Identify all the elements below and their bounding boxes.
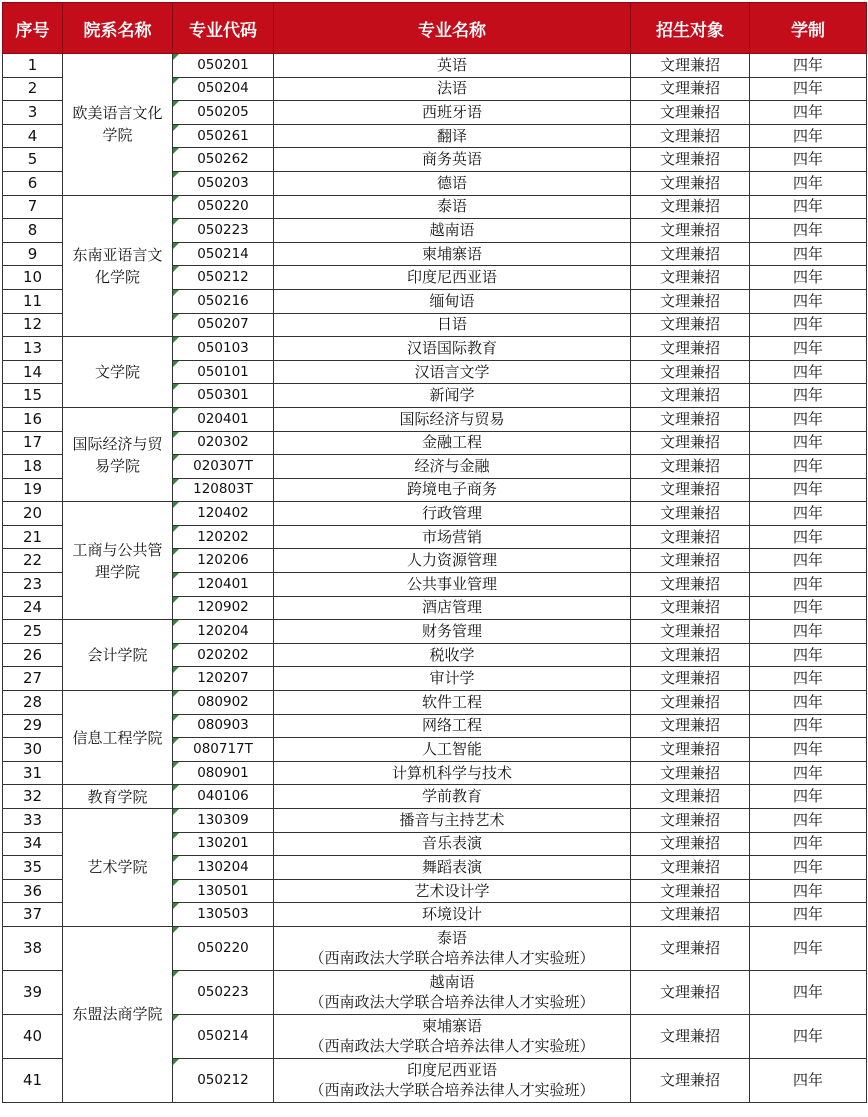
major-name: 印度尼西亚语 bbox=[274, 266, 631, 290]
major-code: 050216 bbox=[173, 289, 274, 313]
row-number: 6 bbox=[3, 171, 63, 195]
major-code: 120207 bbox=[173, 667, 274, 691]
major-name: 英语 bbox=[274, 54, 631, 78]
enrollment-target: 文理兼招 bbox=[631, 856, 750, 880]
table-row bbox=[3, 620, 867, 644]
enrollment-target: 文理兼招 bbox=[631, 809, 750, 833]
enrollment-target: 文理兼招 bbox=[631, 1058, 750, 1102]
major-name: 国际经济与贸易 bbox=[274, 407, 631, 431]
major-name: 酒店管理 bbox=[274, 596, 631, 620]
major-code: 120803T bbox=[173, 478, 274, 502]
major-code: 050103 bbox=[173, 337, 274, 361]
major-name: 日语 bbox=[274, 313, 631, 337]
major-name: 学前教育 bbox=[274, 785, 631, 809]
row-number: 14 bbox=[3, 360, 63, 384]
table-row bbox=[3, 691, 867, 715]
enrollment-target: 文理兼招 bbox=[631, 266, 750, 290]
majors-table bbox=[2, 2, 867, 1103]
study-years: 四年 bbox=[750, 970, 867, 1014]
major-name: 软件工程 bbox=[274, 691, 631, 715]
row-number: 26 bbox=[3, 643, 63, 667]
enrollment-target: 文理兼招 bbox=[631, 879, 750, 903]
study-years: 四年 bbox=[750, 360, 867, 384]
enrollment-target: 文理兼招 bbox=[631, 926, 750, 970]
row-number: 20 bbox=[3, 502, 63, 526]
enrollment-target: 文理兼招 bbox=[631, 502, 750, 526]
enrollment-target: 文理兼招 bbox=[631, 431, 750, 455]
enrollment-target: 文理兼招 bbox=[631, 573, 750, 597]
study-years: 四年 bbox=[750, 856, 867, 880]
table-row bbox=[3, 502, 867, 526]
major-name: 德语 bbox=[274, 171, 631, 195]
major-code: 050223 bbox=[173, 219, 274, 243]
major-name: 汉语国际教育 bbox=[274, 337, 631, 361]
major-code: 050214 bbox=[173, 1014, 274, 1058]
major-name: 环境设计 bbox=[274, 903, 631, 927]
major-name: 汉语言文学 bbox=[274, 360, 631, 384]
study-years: 四年 bbox=[750, 926, 867, 970]
study-years: 四年 bbox=[750, 337, 867, 361]
study-years: 四年 bbox=[750, 596, 867, 620]
row-number: 24 bbox=[3, 596, 63, 620]
study-years: 四年 bbox=[750, 1058, 867, 1102]
major-name: 缅甸语 bbox=[274, 289, 631, 313]
enrollment-target: 文理兼招 bbox=[631, 124, 750, 148]
study-years: 四年 bbox=[750, 525, 867, 549]
row-number: 31 bbox=[3, 761, 63, 785]
major-name: 越南语 bbox=[274, 219, 631, 243]
major-name-text: 越南语 bbox=[429, 973, 475, 992]
row-number: 18 bbox=[3, 455, 63, 479]
major-name: 商务英语 bbox=[274, 148, 631, 172]
major-name: 跨境电子商务 bbox=[274, 478, 631, 502]
row-number: 19 bbox=[3, 478, 63, 502]
enrollment-target: 文理兼招 bbox=[631, 525, 750, 549]
major-name-text: 柬埔寨语 bbox=[421, 1017, 482, 1036]
study-years: 四年 bbox=[750, 1014, 867, 1058]
row-number: 30 bbox=[3, 738, 63, 762]
major-name: 舞蹈表演 bbox=[274, 856, 631, 880]
row-number: 29 bbox=[3, 714, 63, 738]
header-major: 专业名称 bbox=[274, 3, 631, 54]
major-code: 050201 bbox=[173, 54, 274, 78]
enrollment-target: 文理兼招 bbox=[631, 549, 750, 573]
enrollment-target: 文理兼招 bbox=[631, 738, 750, 762]
table-row bbox=[3, 785, 867, 809]
major-code: 050207 bbox=[173, 313, 274, 337]
enrollment-target: 文理兼招 bbox=[631, 1014, 750, 1058]
major-code: 130309 bbox=[173, 809, 274, 833]
enrollment-target: 文理兼招 bbox=[631, 667, 750, 691]
study-years: 四年 bbox=[750, 266, 867, 290]
major-note: （西南政法大学联合培养法律人才实验班） bbox=[309, 1037, 595, 1056]
study-years: 四年 bbox=[750, 738, 867, 762]
major-name: 泰语 bbox=[274, 195, 631, 219]
row-number: 7 bbox=[3, 195, 63, 219]
study-years: 四年 bbox=[750, 809, 867, 833]
major-code: 050214 bbox=[173, 242, 274, 266]
study-years: 四年 bbox=[750, 289, 867, 313]
row-number: 5 bbox=[3, 148, 63, 172]
row-number: 27 bbox=[3, 667, 63, 691]
table-body bbox=[3, 54, 867, 1103]
department-name: 会计学院 bbox=[63, 620, 173, 691]
row-number: 17 bbox=[3, 431, 63, 455]
major-name: 西班牙语 bbox=[274, 101, 631, 125]
major-code: 120402 bbox=[173, 502, 274, 526]
row-number: 8 bbox=[3, 219, 63, 243]
major-name bbox=[274, 926, 631, 970]
major-code: 080717T bbox=[173, 738, 274, 762]
major-name bbox=[274, 1058, 631, 1102]
row-number: 12 bbox=[3, 313, 63, 337]
enrollment-target: 文理兼招 bbox=[631, 242, 750, 266]
major-name: 行政管理 bbox=[274, 502, 631, 526]
study-years: 四年 bbox=[750, 903, 867, 927]
major-code: 020302 bbox=[173, 431, 274, 455]
enrollment-target: 文理兼招 bbox=[631, 54, 750, 78]
study-years: 四年 bbox=[750, 785, 867, 809]
major-name: 柬埔寨语 bbox=[274, 242, 631, 266]
enrollment-target: 文理兼招 bbox=[631, 620, 750, 644]
major-name: 人工智能 bbox=[274, 738, 631, 762]
enrollment-target: 文理兼招 bbox=[631, 148, 750, 172]
enrollment-target: 文理兼招 bbox=[631, 407, 750, 431]
major-code: 080902 bbox=[173, 691, 274, 715]
study-years: 四年 bbox=[750, 384, 867, 408]
row-number: 21 bbox=[3, 525, 63, 549]
row-number: 38 bbox=[3, 926, 63, 970]
major-name: 法语 bbox=[274, 77, 631, 101]
study-years: 四年 bbox=[750, 620, 867, 644]
major-name bbox=[274, 1014, 631, 1058]
major-code: 020401 bbox=[173, 407, 274, 431]
table-row bbox=[3, 809, 867, 833]
major-name: 公共事业管理 bbox=[274, 573, 631, 597]
enrollment-target: 文理兼招 bbox=[631, 360, 750, 384]
row-number: 37 bbox=[3, 903, 63, 927]
study-years: 四年 bbox=[750, 219, 867, 243]
major-code: 120206 bbox=[173, 549, 274, 573]
study-years: 四年 bbox=[750, 832, 867, 856]
enrollment-target: 文理兼招 bbox=[631, 643, 750, 667]
major-note: （西南政法大学联合培养法律人才实验班） bbox=[309, 949, 595, 968]
study-years: 四年 bbox=[750, 455, 867, 479]
major-code: 130201 bbox=[173, 832, 274, 856]
major-name: 新闻学 bbox=[274, 384, 631, 408]
major-code: 050212 bbox=[173, 266, 274, 290]
major-code: 120204 bbox=[173, 620, 274, 644]
table-row bbox=[3, 54, 867, 78]
enrollment-target: 文理兼招 bbox=[631, 455, 750, 479]
major-name: 财务管理 bbox=[274, 620, 631, 644]
enrollment-target: 文理兼招 bbox=[631, 101, 750, 125]
study-years: 四年 bbox=[750, 124, 867, 148]
header-no: 序号 bbox=[3, 3, 63, 54]
major-code: 050101 bbox=[173, 360, 274, 384]
major-code: 050203 bbox=[173, 171, 274, 195]
study-years: 四年 bbox=[750, 407, 867, 431]
major-code: 050220 bbox=[173, 195, 274, 219]
major-name-text: 印度尼西亚语 bbox=[406, 1061, 497, 1080]
major-code: 050204 bbox=[173, 77, 274, 101]
table-row bbox=[3, 195, 867, 219]
major-code: 050262 bbox=[173, 148, 274, 172]
study-years: 四年 bbox=[750, 101, 867, 125]
major-code: 050205 bbox=[173, 101, 274, 125]
major-name: 计算机科学与技术 bbox=[274, 761, 631, 785]
row-number: 9 bbox=[3, 242, 63, 266]
major-code: 120401 bbox=[173, 573, 274, 597]
row-number: 25 bbox=[3, 620, 63, 644]
study-years: 四年 bbox=[750, 573, 867, 597]
enrollment-target: 文理兼招 bbox=[631, 171, 750, 195]
major-note: （西南政法大学联合培养法律人才实验班） bbox=[309, 993, 595, 1012]
row-number: 22 bbox=[3, 549, 63, 573]
major-name: 网络工程 bbox=[274, 714, 631, 738]
study-years: 四年 bbox=[750, 195, 867, 219]
row-number: 40 bbox=[3, 1014, 63, 1058]
major-code: 130204 bbox=[173, 856, 274, 880]
study-years: 四年 bbox=[750, 77, 867, 101]
major-code: 050223 bbox=[173, 970, 274, 1014]
enrollment-target: 文理兼招 bbox=[631, 289, 750, 313]
major-note: （西南政法大学联合培养法律人才实验班） bbox=[309, 1081, 595, 1100]
department-name: 信息工程学院 bbox=[63, 691, 173, 785]
major-name bbox=[274, 970, 631, 1014]
major-name: 税收学 bbox=[274, 643, 631, 667]
major-code: 080903 bbox=[173, 714, 274, 738]
row-number: 41 bbox=[3, 1058, 63, 1102]
major-name: 市场营销 bbox=[274, 525, 631, 549]
header-row bbox=[3, 3, 867, 54]
department-name: 工商与公共管理学院 bbox=[63, 502, 173, 620]
header-years: 学制 bbox=[750, 3, 867, 54]
department-name: 艺术学院 bbox=[63, 809, 173, 927]
study-years: 四年 bbox=[750, 242, 867, 266]
enrollment-target: 文理兼招 bbox=[631, 337, 750, 361]
row-number: 15 bbox=[3, 384, 63, 408]
header-target: 招生对象 bbox=[631, 3, 750, 54]
header-dept: 院系名称 bbox=[63, 3, 173, 54]
enrollment-target: 文理兼招 bbox=[631, 832, 750, 856]
table-row bbox=[3, 926, 867, 970]
major-name: 翻译 bbox=[274, 124, 631, 148]
major-name: 金融工程 bbox=[274, 431, 631, 455]
enrollment-target: 文理兼招 bbox=[631, 384, 750, 408]
enrollment-target: 文理兼招 bbox=[631, 714, 750, 738]
major-code: 040106 bbox=[173, 785, 274, 809]
major-code: 020202 bbox=[173, 643, 274, 667]
major-name-text: 泰语 bbox=[436, 929, 467, 948]
major-code: 120202 bbox=[173, 525, 274, 549]
study-years: 四年 bbox=[750, 171, 867, 195]
department-name: 教育学院 bbox=[63, 785, 173, 809]
row-number: 34 bbox=[3, 832, 63, 856]
study-years: 四年 bbox=[750, 431, 867, 455]
header-code: 专业代码 bbox=[173, 3, 274, 54]
table-row bbox=[3, 407, 867, 431]
department-name: 国际经济与贸易学院 bbox=[63, 407, 173, 501]
study-years: 四年 bbox=[750, 714, 867, 738]
department-name: 欧美语言文化学院 bbox=[63, 54, 173, 196]
row-number: 1 bbox=[3, 54, 63, 78]
major-code: 050212 bbox=[173, 1058, 274, 1102]
row-number: 2 bbox=[3, 77, 63, 101]
enrollment-target: 文理兼招 bbox=[631, 596, 750, 620]
study-years: 四年 bbox=[750, 879, 867, 903]
study-years: 四年 bbox=[750, 667, 867, 691]
enrollment-target: 文理兼招 bbox=[631, 903, 750, 927]
study-years: 四年 bbox=[750, 313, 867, 337]
major-name: 艺术设计学 bbox=[274, 879, 631, 903]
enrollment-target: 文理兼招 bbox=[631, 478, 750, 502]
study-years: 四年 bbox=[750, 54, 867, 78]
major-code: 130501 bbox=[173, 879, 274, 903]
department-name: 文学院 bbox=[63, 337, 173, 408]
row-number: 3 bbox=[3, 101, 63, 125]
row-number: 16 bbox=[3, 407, 63, 431]
major-code: 080901 bbox=[173, 761, 274, 785]
study-years: 四年 bbox=[750, 148, 867, 172]
enrollment-target: 文理兼招 bbox=[631, 691, 750, 715]
study-years: 四年 bbox=[750, 691, 867, 715]
enrollment-target: 文理兼招 bbox=[631, 313, 750, 337]
major-name: 经济与金融 bbox=[274, 455, 631, 479]
major-name: 人力资源管理 bbox=[274, 549, 631, 573]
major-code: 050220 bbox=[173, 926, 274, 970]
row-number: 10 bbox=[3, 266, 63, 290]
major-code: 120902 bbox=[173, 596, 274, 620]
enrollment-target: 文理兼招 bbox=[631, 195, 750, 219]
row-number: 23 bbox=[3, 573, 63, 597]
table-row bbox=[3, 337, 867, 361]
enrollment-target: 文理兼招 bbox=[631, 77, 750, 101]
major-code: 050261 bbox=[173, 124, 274, 148]
study-years: 四年 bbox=[750, 643, 867, 667]
row-number: 28 bbox=[3, 691, 63, 715]
enrollment-target: 文理兼招 bbox=[631, 785, 750, 809]
row-number: 13 bbox=[3, 337, 63, 361]
major-name: 音乐表演 bbox=[274, 832, 631, 856]
major-name: 播音与主持艺术 bbox=[274, 809, 631, 833]
major-name: 审计学 bbox=[274, 667, 631, 691]
row-number: 36 bbox=[3, 879, 63, 903]
row-number: 32 bbox=[3, 785, 63, 809]
study-years: 四年 bbox=[750, 549, 867, 573]
row-number: 4 bbox=[3, 124, 63, 148]
department-name: 东南亚语言文化学院 bbox=[63, 195, 173, 337]
major-code: 130503 bbox=[173, 903, 274, 927]
study-years: 四年 bbox=[750, 478, 867, 502]
row-number: 11 bbox=[3, 289, 63, 313]
enrollment-target: 文理兼招 bbox=[631, 219, 750, 243]
row-number: 35 bbox=[3, 856, 63, 880]
study-years: 四年 bbox=[750, 502, 867, 526]
enrollment-target: 文理兼招 bbox=[631, 761, 750, 785]
study-years: 四年 bbox=[750, 761, 867, 785]
row-number: 39 bbox=[3, 970, 63, 1014]
enrollment-target: 文理兼招 bbox=[631, 970, 750, 1014]
row-number: 33 bbox=[3, 809, 63, 833]
major-code: 050301 bbox=[173, 384, 274, 408]
department-name: 东盟法商学院 bbox=[63, 926, 173, 1102]
major-code: 020307T bbox=[173, 455, 274, 479]
